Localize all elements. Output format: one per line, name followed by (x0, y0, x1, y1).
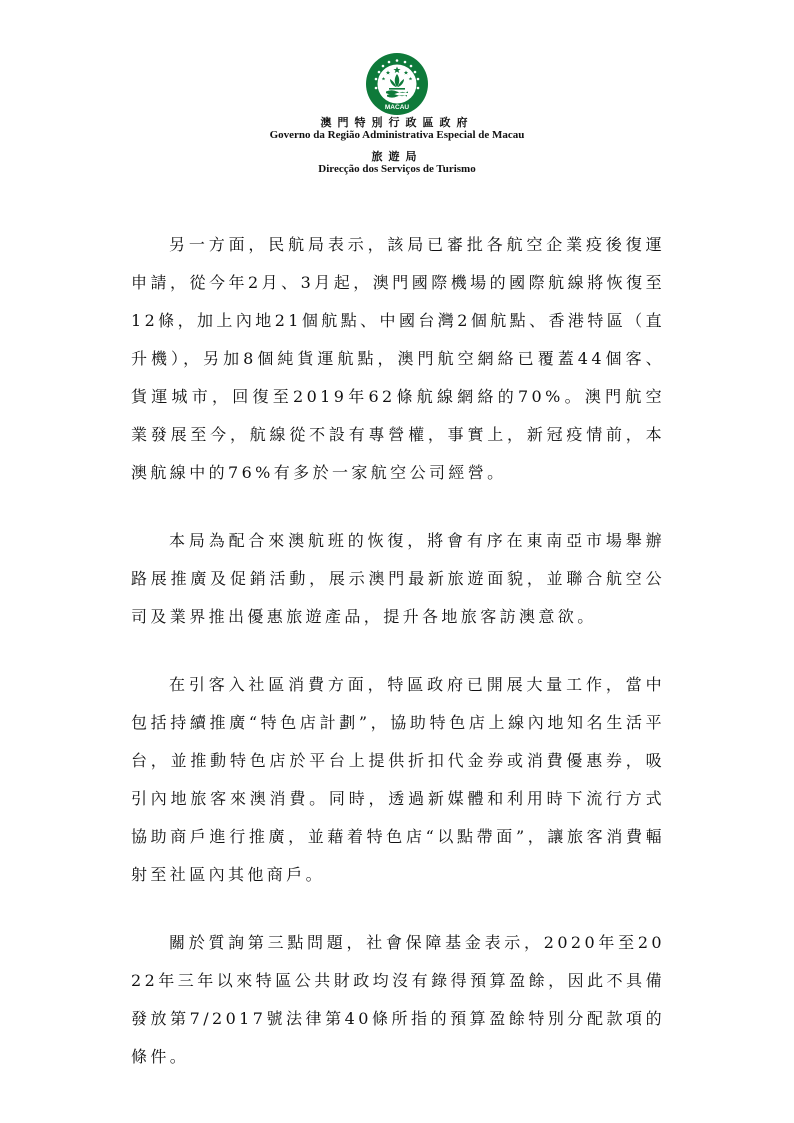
department-name-zh: 旅遊局 (371, 150, 423, 163)
paragraph-promotion: 本局為配合來澳航班的恢復，將會有序在東南亞市場舉辦路展推廣及促銷活動，展示澳門最新旅遊面貌，並聯合航空公司及業界推出優惠旅遊產品，提升各地旅客訪澳意欲。 (131, 531, 665, 626)
government-name-zh: 澳門特別行政區政府 (320, 116, 474, 129)
macau-emblem-icon (365, 52, 429, 116)
department-name-pt: Direcção dos Serviços de Turismo (318, 163, 476, 175)
document-body (131, 226, 665, 1106)
paragraph-community-consumption: 在引客入社區消費方面，特區政府已開展大量工作，當中包括持續推廣“特色店計劃”，協助特色店上線內地知名生活平台，並推動特色店於平台上提供折扣代金券或消費優惠券，吸引內地旅客來澳消費。同時，透過新媒體和利用時下流行方式協助商戶進行推廣，並藉着特色店“以點帶面”，讓旅客消費輻射至社區內其他商戶。 (131, 675, 665, 884)
emblem-text: MACAU (384, 104, 410, 111)
paragraph-aviation: 另一方面，民航局表示，該局已審批各航空企業疫後復運申請，從今年2月、3月起，澳門國際機場的國際航線將恢復至12條，加上內地21個航點、中國台灣2個航點、香港特區（直升機），另加8個純貨運航點，澳門航空網絡已覆蓋44個客、貨運城市，回復至2019年62條航線網絡的70%。澳門航空業發展至今，航線從不設有專營權，事實上，新冠疫情前，本澳航線中的76%有多於一家航空公司經營。 (131, 235, 665, 482)
paragraph-budget-surplus: 關於質詢第三點問題，社會保障基金表示，2020年至2022年三年以來特區公共財政均沒有錄得預算盈餘，因此不具備發放第7/2017號法律第40條所指的預算盈餘特別分配款項的條件。 (131, 933, 665, 1066)
letterhead (0, 52, 794, 176)
government-name-pt: Governo da Região Administrativa Especial de Macau (269, 129, 525, 141)
